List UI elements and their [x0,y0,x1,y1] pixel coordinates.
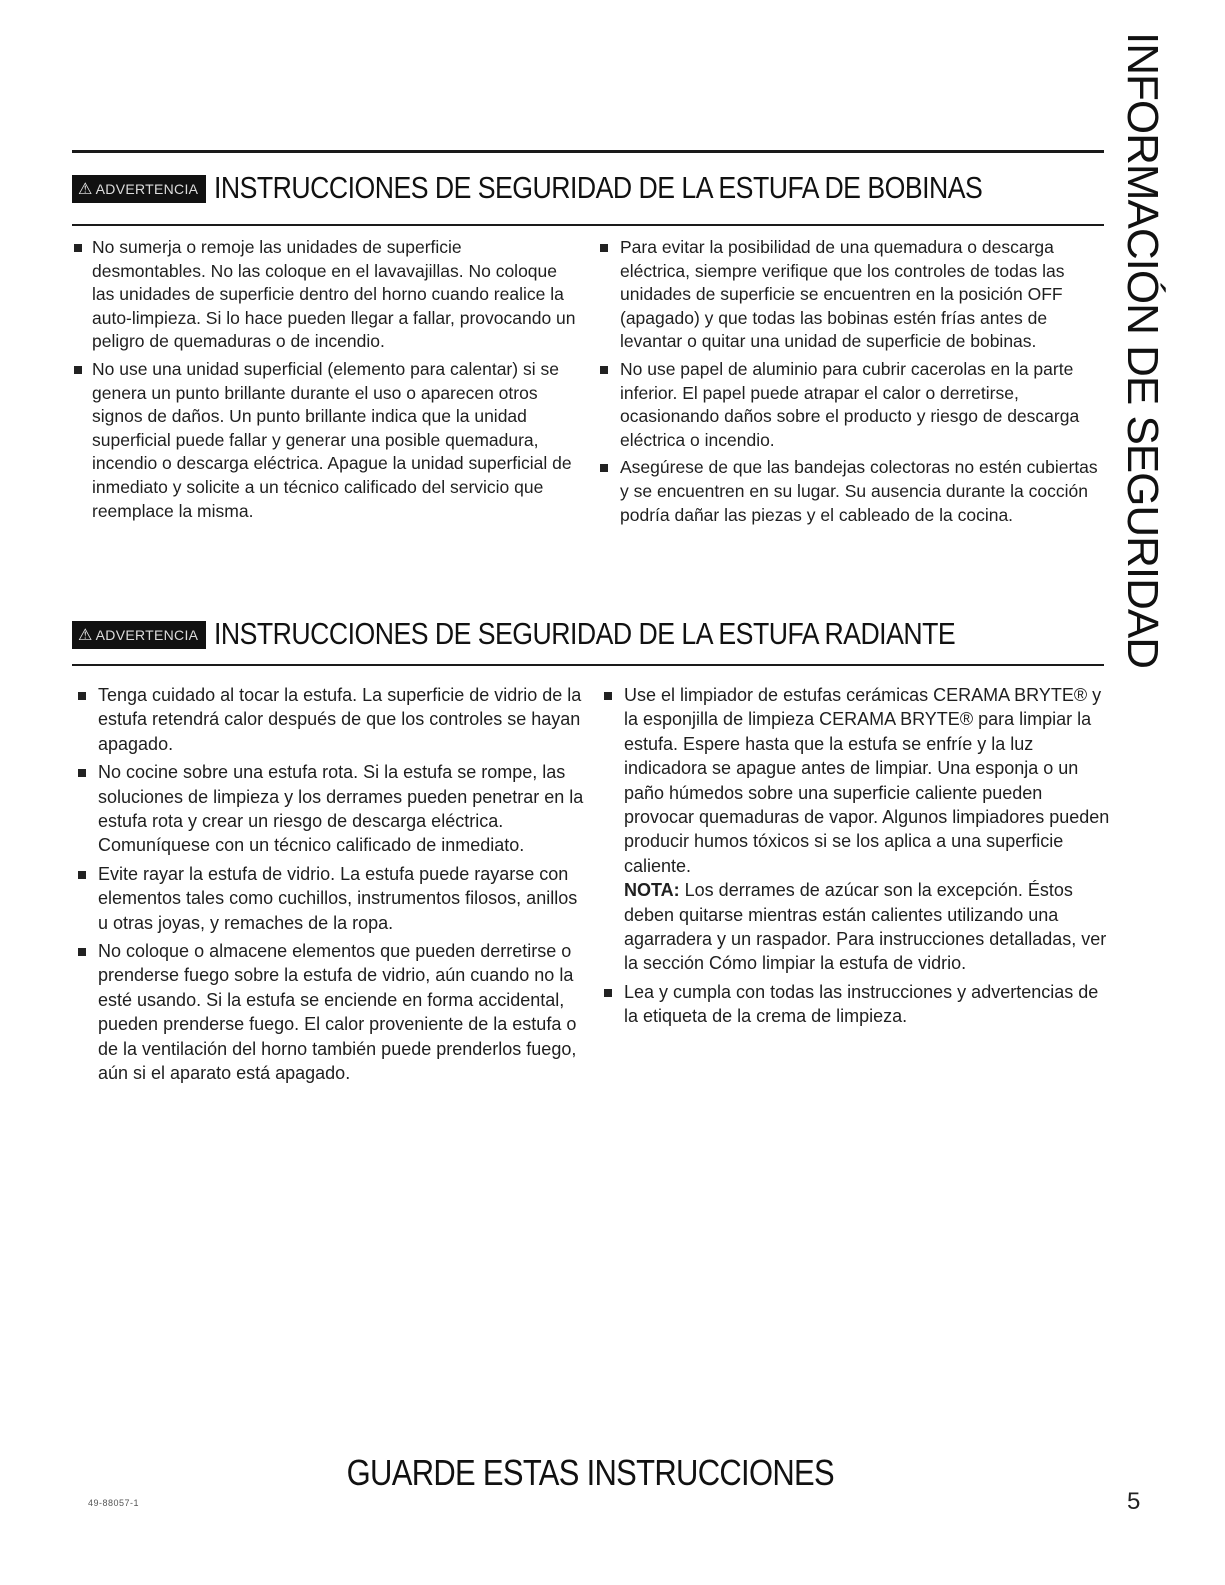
section2-heading [72,616,1076,652]
bullet-icon [600,244,608,252]
list-item: No coloque o almacene elementos que pueden derretirse o prenderse fuego sobre la estufa de vidrio, aún cuando no la esté usando. Si la estufa se enciende en forma accidental, pueden prenderse fuego. El calor proveniente de la estufa o de la ventilación del horno también puede prenderlos fuego, aún si el aparato está apagado. [72,939,584,1085]
section2-rule [72,664,1104,666]
list-item: No use papel de aluminio para cubrir cacerolas en la parte inferior. El papel puede atrapar el calor o derretirse, ocasionando daños sobre el producto y riesgo de descarga eléctrica o incendio. [598,358,1108,452]
section2-left-column [72,683,584,1090]
top-rule [72,150,1104,153]
list-item: No use una unidad superficial (elemento para calentar) si se genera un punto brillante durante el uso o aparecen otros signos de daños. Un punto brillante indica que la unidad superficial puede fallar y generar una posible quemadura, incendio o descarga eléctrica. Apague la unidad superficial de inmediato y solicite a un técnico calificado del servicio que reemplace la misma. [72,358,580,523]
list-item: Use el limpiador de estufas cerámicas CERAMA BRYTE® y la esponjilla de limpieza CERAMA BRYTE® para limpiar la estufa. Espere hasta que la estufa se enfríe y la luz indicadora se apague antes de limpiar. Una esponja o un paño húmedos sobre una superficie caliente pueden provocar quemaduras de vapor. Algunos limpiadores pueden producir humos tóxicos si se los aplica a una superficie caliente. NOTA: Los derrames de azúcar son la excepción. Éstos deben quitarse mientras están calientes utilizando una agarradera y un raspador. Para instrucciones detalladas, ver la sección Cómo limpiar la estufa de vidrio. [598,683,1110,976]
list-item: Asegúrese de que las bandejas colectoras no estén cubiertas y se encuentren en su lugar. Su ausencia durante la cocción podría dañar las piezas y el cableado de la cocina. [598,456,1108,527]
side-heading-text: INFORMACIÓN DE SEGURIDAD [1118,32,1167,669]
side-section-heading [1112,32,1172,669]
section1-title: INSTRUCCIONES DE SEGURIDAD DE LA ESTUFA DE BOBINAS [214,170,983,205]
list-item: Tenga cuidado al tocar la estufa. La superficie de vidrio de la estufa retendrá calor después de que los controles se hayan apagado. [72,683,584,756]
warning-triangle-icon: ⚠ [78,627,93,644]
section1-right-column [598,236,1108,531]
list-item: Para evitar la posibilidad de una quemadura o descarga eléctrica, siempre verifique que los controles de todas las unidades de superficie se encuentren en la posición OFF (apagado) y que todas las bobinas estén frías antes de levantar o quitar una unidad de superficie de bobinas. [598,236,1108,354]
warning-badge-label: ADVERTENCIA [95,181,199,197]
bullet-icon [604,692,612,700]
note-text: Los derrames de azúcar son la excepción. Éstos deben quitarse mientras están calientes utilizando una agarradera y un raspador. Para instrucciones detalladas, ver la sección Cómo limpiar la estufa de vidrio. [624,880,1107,974]
list-item: Lea y cumpla con todas las instrucciones y advertencias de la etiqueta de la crema de limpieza. [598,980,1110,1029]
section2-title: INSTRUCCIONES DE SEGURIDAD DE LA ESTUFA RADIANTE [214,616,956,651]
bullet-icon [78,948,86,956]
list-item: No cocine sobre una estufa rota. Si la estufa se rompe, las soluciones de limpieza y los derrames pueden penetrar en la estufa rota y crear un riesgo de descarga eléctrica. Comuníquese con un técnico calificado de inmediato. [72,760,584,858]
bullet-icon [600,464,608,472]
document-code: 49-88057-1 [88,1498,140,1508]
warning-badge-label: ADVERTENCIA [95,627,199,643]
section1-left-column [72,236,580,527]
list-item: Evite rayar la estufa de vidrio. La estufa puede rayarse con elementos tales como cuchillos, instrumentos filosos, anillos u otras joyas, y remaches de la ropa. [72,862,584,935]
bullet-icon [74,366,82,374]
warning-badge [72,621,206,649]
warning-badge [72,175,206,203]
section2-right-column [598,683,1110,1033]
bullet-icon [604,989,612,997]
section1-heading [72,170,1108,206]
bullet-icon [78,692,86,700]
bullet-icon [78,871,86,879]
bullet-icon [600,366,608,374]
section1-rule [72,224,1104,226]
warning-triangle-icon: ⚠ [78,181,93,198]
list-item: No sumerja o remoje las unidades de superficie desmontables. No las coloque en el lavavajillas. No coloque las unidades de superficie dentro del horno cuando realice la auto-limpieza. Si lo hace pueden llegar a fallar, provocando un peligro de quemaduras o de incendio. [72,236,580,354]
bullet-icon [74,244,82,252]
page-number: 5 [1127,1488,1141,1515]
note-label: NOTA: [624,880,680,901]
bullet-icon [78,769,86,777]
footer-title: GUARDE ESTAS INSTRUCCIONES [346,1452,834,1493]
